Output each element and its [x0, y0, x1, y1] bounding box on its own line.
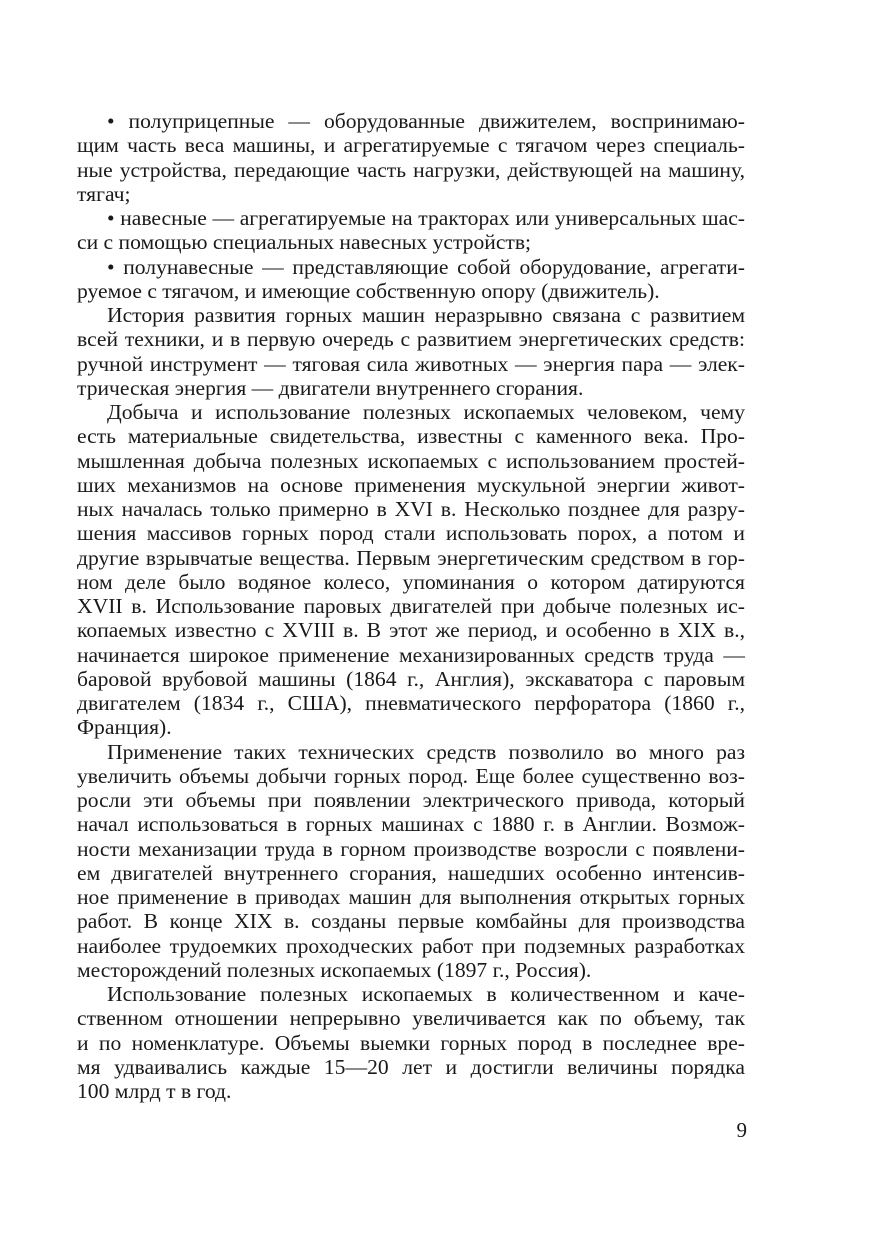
text-line: начинается широкое применение механизированных средств труда —: [77, 642, 745, 667]
text-line: ственном отношении непрерывно увеличивается как по объему, так: [77, 1006, 745, 1031]
paragraph-usage-growth: [77, 982, 745, 1103]
text-line: • навесные — агрегатируемые на тракторах или универсальных шас-: [107, 206, 745, 230]
text-line: Добыча и использование полезных ископаемых человеком, чему: [107, 400, 745, 424]
text-line: XVII в. Использование паровых двигателей при добыче полезных ис-: [77, 594, 745, 618]
text-line: ем двигателей внутреннего сгорания, нашедших особенно интенсив-: [77, 860, 745, 885]
paragraph-technical-means: [77, 740, 745, 983]
text-line: мя удваивались каждые 15—20 лет и достигли величины порядка: [77, 1054, 745, 1079]
page-number: 9: [736, 1118, 747, 1142]
text-line: си с помощью специальных навесных устройств;: [77, 230, 532, 255]
paragraph-mining-origins: [77, 400, 745, 740]
paragraph-bullet-semi-mounted: [77, 255, 745, 304]
text-line: увеличить объемы добычи горных пород. Еще более существенно воз-: [77, 763, 745, 788]
text-line: начал использоваться в горных машинах с 1880 г. в Англии. Возмож-: [77, 812, 745, 837]
text-line: ном деле было водяное колесо, упоминания о котором датируются: [77, 569, 745, 594]
paragraph-history: [77, 303, 745, 400]
text-line: История развития горных машин неразрывно связана с развитием: [107, 303, 745, 327]
text-line: другие взрывчатые вещества. Первым энергетическим средством в гор-: [77, 545, 745, 570]
text-line: и по номенклатуре. Объемы выемки горных пород в последнее вре-: [77, 1030, 745, 1055]
paragraph-bullet-mounted: [77, 206, 745, 255]
text-line: Применение таких технических средств позволило во много раз: [107, 739, 745, 764]
text-line: ное применение в приводах машин для выполнения открытых горных: [77, 885, 745, 909]
text-line: ности механизации труда в горном производстве возросли с появлени-: [77, 836, 745, 861]
text-line: ных началась только примерно в XVI в. Несколько позднее для разру-: [77, 497, 745, 521]
paragraph-bullet-semi-trailed: [77, 109, 745, 206]
text-line: ные устройства, передающие часть нагрузки, действующей на машину,: [77, 157, 745, 182]
text-line: копаемых известно с XVIII в. В этот же период, и особенно в XIX в.,: [77, 618, 745, 643]
text-line: мышленная добыча полезных ископаемых с использованием простей-: [77, 448, 745, 473]
text-line: руемое с тягачом, и имеющие собственную опору (движитель).: [77, 278, 660, 303]
text-line: есть материальные свидетельства, известны с каменного века. Про-: [77, 424, 745, 449]
text-line: Франция).: [77, 715, 172, 740]
text-line: двигателем (1834 г., США), пневматического перфоратора (1860 г.,: [77, 691, 745, 715]
text-line: 100 млрд т в год.: [77, 1079, 232, 1103]
text-line: • полуприцепные — оборудованные движителем, воспринимаю-: [107, 109, 745, 133]
text-line: шения массивов горных пород стали использовать порох, а потом и: [77, 521, 745, 546]
text-line: баровой врубовой машины (1864 г., Англия), экскаватора с паровым: [77, 666, 745, 691]
text-line: ручной инструмент — тяговая сила животных — энергия пара — элек-: [77, 351, 745, 376]
text-line: • полунавесные — представляющие собой оборудование, агрегати-: [107, 254, 745, 279]
body-text: [77, 109, 745, 1103]
text-line: трическая энергия — двигатели внутреннего сгорания.: [77, 375, 584, 400]
text-line: щим часть веса машины, и агрегатируемые с тягачом через специаль-: [77, 133, 745, 158]
text-line: тягач;: [77, 181, 131, 206]
text-line: Использование полезных ископаемых в количественном и каче-: [107, 982, 745, 1006]
text-line: всей техники, и в первую очередь с развитием энергетических средств:: [77, 327, 745, 352]
text-line: месторождений полезных ископаемых (1897 г., Россия).: [77, 957, 592, 982]
text-line: работ. В конце XIX в. созданы первые комбайны для производства: [77, 909, 745, 934]
text-line: наиболее трудоемких проходческих работ при подземных разработках: [77, 933, 745, 958]
text-line: ших механизмов на основе применения мускульной энергии живот-: [77, 472, 745, 497]
text-line: росли эти объемы при появлении электрического привода, который: [77, 788, 745, 812]
